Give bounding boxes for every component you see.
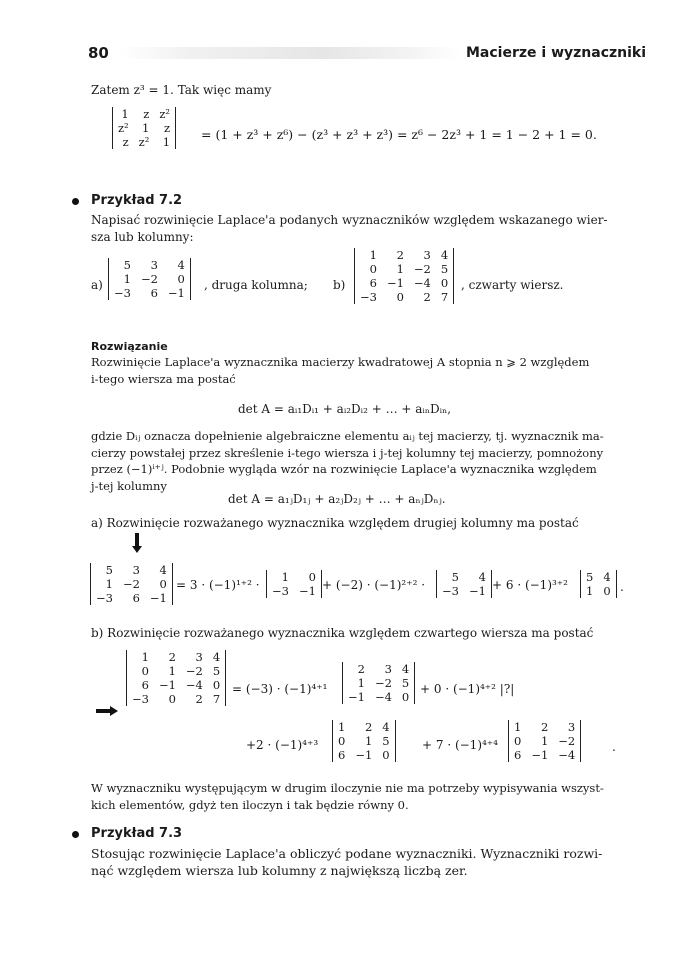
matrix-cell: −1 <box>531 748 549 762</box>
example-7-3-task <box>91 846 602 879</box>
matrix-cell: −1 <box>149 591 167 605</box>
solution-heading: Rozwiązanie <box>91 340 168 353</box>
expansion-b-term3: +2 · (−1)⁴⁺³ <box>246 738 319 752</box>
matrix-cell: z <box>122 135 129 149</box>
matrix-cell: 1 <box>364 734 373 748</box>
formula-row: det A = aᵢ₁Dᵢ₁ + aᵢ₂Dᵢ₂ + … + aᵢₙDᵢₙ, <box>238 402 452 416</box>
matrix-cell: 0 <box>401 690 410 704</box>
matrix-cell: 4 <box>382 720 390 734</box>
expansion-a-term1: = 3 · (−1)¹⁺² · <box>176 578 260 592</box>
text-line: W wyznaczniku występującym w drugim iloczynie nie ma potrzeby wypisywania wszyst- <box>91 781 604 795</box>
part-b-desc: , czwarty wiersz. <box>461 278 564 292</box>
matrix-cell: 1 <box>121 107 129 121</box>
matrix-cell: z² <box>138 135 150 149</box>
expansion-b-matrix <box>126 650 226 706</box>
matrix-cell: 5 <box>123 258 131 272</box>
matrix-row <box>355 262 453 276</box>
row-arrow-icon <box>96 706 118 716</box>
task-line: sza lub kolumny: <box>91 229 194 244</box>
matrix-cell: −1 <box>386 276 404 290</box>
matrix-row <box>437 570 491 584</box>
column-arrow-icon <box>132 533 142 553</box>
matrix-cell: −1 <box>298 584 316 598</box>
part-b-matrix <box>354 248 454 304</box>
expansion-a-term3: + 6 · (−1)³⁺² <box>492 578 568 592</box>
solution-p2 <box>91 428 604 494</box>
matrix-cell: 1 <box>586 584 594 598</box>
matrix-row <box>91 577 172 591</box>
bullet-icon <box>72 831 79 838</box>
matrix-cell: −3 <box>96 591 113 605</box>
matrix-row <box>127 650 225 664</box>
matrix-cell: 5 <box>212 664 221 678</box>
matrix-row <box>333 734 395 748</box>
matrix-cell: 3 <box>384 662 392 676</box>
expansion-a-end: . <box>620 580 624 594</box>
matrix-cell: 0 <box>177 272 185 286</box>
matrix-cell: 6 <box>150 286 158 300</box>
text-line: i-tego wiersza ma postać <box>91 371 236 386</box>
matrix-cell: 5 <box>401 676 410 690</box>
matrix-cell: 1 <box>540 734 549 748</box>
text-line: kich elementów, gdyż ten iloczyn i tak będzie równy 0. <box>91 797 409 812</box>
matrix-cell: 1 <box>369 248 377 262</box>
matrix-cell: 2 <box>168 650 176 664</box>
matrix-cell: −3 <box>442 584 459 598</box>
matrix-cell: −4 <box>558 748 576 762</box>
matrix-row <box>509 720 580 734</box>
matrix-cell: 1 <box>105 577 113 591</box>
minor-a3 <box>580 570 617 598</box>
matrix-cell: 2 <box>396 248 404 262</box>
expansion-b-term2: + 0 · (−1)⁴⁺² |?| <box>420 682 515 696</box>
matrix-cell: 0 <box>514 734 522 748</box>
matrix-cell: 0 <box>369 262 377 276</box>
task-line: nąć względem wiersza lub kolumny z największą liczbą zer. <box>91 862 468 878</box>
matrix-row <box>509 734 580 748</box>
matrix-row <box>127 678 225 692</box>
part-b-label: b) <box>333 278 346 292</box>
matrix-cell: −1 <box>158 678 176 692</box>
expansion-b-end: . <box>612 740 616 754</box>
matrix-cell: −4 <box>185 678 203 692</box>
matrix-cell: 5 <box>451 570 459 584</box>
intro-line: Zatem z³ = 1. Tak więc mamy <box>91 83 272 97</box>
matrix-row <box>355 290 453 304</box>
matrix-cell: 2 <box>195 692 203 706</box>
header-band <box>120 47 460 59</box>
matrix-cell: 4 <box>159 563 167 577</box>
matrix-cell: 6 <box>369 276 377 290</box>
matrix-cell: 4 <box>212 650 221 664</box>
matrix-row <box>355 248 453 262</box>
expansion-a-matrix <box>90 563 173 605</box>
matrix-cell: 3 <box>132 563 140 577</box>
matrix-cell: 1 <box>141 650 149 664</box>
matrix-cell: 5 <box>105 563 113 577</box>
formula-column: det A = a₁ⱼD₁ⱼ + a₂ⱼD₂ⱼ + … + aₙⱼDₙⱼ. <box>228 492 446 506</box>
matrix-cell: z <box>163 121 171 135</box>
matrix-row <box>509 748 580 762</box>
matrix-cell: 1 <box>162 135 171 149</box>
matrix-cell: 2 <box>357 662 365 676</box>
matrix-row <box>355 276 453 290</box>
matrix-cell: 0 <box>159 577 167 591</box>
matrix-row <box>267 584 321 598</box>
matrix-cell: −3 <box>114 286 131 300</box>
matrix-row <box>343 690 414 704</box>
matrix-cell: −3 <box>360 290 377 304</box>
matrix-cell: 1 <box>142 121 150 135</box>
task-line: Stosując rozwinięcie Laplace'a obliczyć podane wyznaczniki. Wyznaczniki rozwi- <box>91 846 603 861</box>
matrix-cell: 0 <box>141 664 149 678</box>
matrix-cell: 5 <box>586 570 594 584</box>
matrix-row <box>581 584 616 598</box>
matrix-cell: 1 <box>514 720 522 734</box>
matrix-cell: z² <box>159 107 171 121</box>
matrix-cell: 3 <box>567 720 576 734</box>
matrix-row <box>581 570 616 584</box>
text-line: gdzie Dᵢⱼ oznacza dopełnienie algebraiczne elementu aᵢⱼ tej macierzy, tj. wyznacznik ma- <box>91 429 604 443</box>
matrix-row <box>437 584 491 598</box>
part-a-label: a) <box>91 278 103 292</box>
matrix-cell: −3 <box>132 692 149 706</box>
matrix-cell: 5 <box>382 734 390 748</box>
matrix-row <box>91 563 172 577</box>
matrix-row <box>113 135 175 149</box>
matrix-cell: 4 <box>603 570 611 584</box>
matrix-row <box>91 591 172 605</box>
expansion-a-term2: + (−2) · (−1)²⁺² · <box>322 578 426 592</box>
expansion-b-term1: = (−3) · (−1)⁴⁺¹ <box>232 682 328 696</box>
matrix-cell: 7 <box>440 290 449 304</box>
matrix-row <box>113 107 175 121</box>
page-number: 80 <box>88 44 109 62</box>
intro-equation: = (1 + z³ + z⁶) − (z³ + z³ + z³) = z⁶ − 2z³ + 1 = 1 − 2 + 1 = 0. <box>201 127 597 142</box>
part-b-intro: b) Rozwinięcie rozważanego wyznacznika względem czwartego wiersza ma postać <box>91 626 594 640</box>
matrix-cell: z² <box>118 121 129 135</box>
matrix-cell: −2 <box>140 272 158 286</box>
matrix-cell: 3 <box>423 248 431 262</box>
matrix-cell: 6 <box>338 748 346 762</box>
part-a-matrix <box>108 258 191 300</box>
solution-note <box>91 780 604 813</box>
matrix-cell: 6 <box>141 678 149 692</box>
matrix-cell: −2 <box>413 262 431 276</box>
part-a-desc: , druga kolumna; <box>204 278 308 292</box>
minor-b4 <box>508 720 581 762</box>
matrix-row <box>109 258 190 272</box>
text-line: cierzy powstałej przez skreślenie i-tego wiersza i j-tej kolumny tej macierzy, pomnożony <box>91 445 604 460</box>
matrix-row <box>343 662 414 676</box>
matrix-cell: 0 <box>440 276 449 290</box>
matrix-cell: −2 <box>122 577 140 591</box>
matrix-cell: 1 <box>281 570 289 584</box>
matrix-row <box>109 272 190 286</box>
matrix-cell: 3 <box>195 650 203 664</box>
matrix-row <box>333 720 395 734</box>
matrix-row <box>343 676 414 690</box>
matrix-cell: −1 <box>355 748 373 762</box>
matrix-cell: 2 <box>364 720 373 734</box>
chapter-title: Macierze i wyznaczniki <box>466 45 647 61</box>
matrix-cell: 4 <box>440 248 449 262</box>
matrix-row <box>109 286 190 300</box>
matrix-cell: 0 <box>168 692 176 706</box>
expansion-b-term4: + 7 · (−1)⁴⁺⁴ <box>422 738 498 752</box>
matrix-cell: 1 <box>123 272 131 286</box>
matrix-cell: 4 <box>478 570 486 584</box>
intro-matrix <box>112 107 176 149</box>
matrix-cell: 0 <box>338 734 346 748</box>
matrix-cell: 7 <box>212 692 221 706</box>
matrix-cell: 4 <box>401 662 410 676</box>
matrix-cell: z <box>143 107 150 121</box>
matrix-row <box>267 570 321 584</box>
matrix-cell: −2 <box>558 734 576 748</box>
matrix-cell: 0 <box>603 584 611 598</box>
matrix-cell: 6 <box>514 748 522 762</box>
task-line: Napisać rozwinięcie Laplace'a podanych wyznaczników względem wskazanego wier- <box>91 213 608 227</box>
matrix-cell: 1 <box>396 262 404 276</box>
text-line: Rozwinięcie Laplace'a wyznacznika macierzy kwadratowej A stopnia n ⩾ 2 względem <box>91 355 590 369</box>
minor-b3 <box>332 720 396 762</box>
matrix-cell: −3 <box>272 584 289 598</box>
matrix-row <box>127 692 225 706</box>
matrix-cell: 0 <box>382 748 390 762</box>
matrix-cell: −1 <box>468 584 486 598</box>
example-7-2-task <box>91 212 631 245</box>
example-7-3-heading: Przykład 7.3 <box>91 826 183 841</box>
matrix-cell: 6 <box>132 591 140 605</box>
minor-a1 <box>266 570 322 598</box>
matrix-cell: 1 <box>357 676 365 690</box>
minor-b1 <box>342 662 415 704</box>
matrix-cell: 1 <box>168 664 176 678</box>
part-a-intro: a) Rozwinięcie rozważanego wyznacznika względem drugiej kolumny ma postać <box>91 516 579 530</box>
matrix-row <box>127 664 225 678</box>
text-line: j-tej kolumny <box>91 478 167 493</box>
text-line: przez (−1)ⁱ⁺ʲ. Podobnie wygląda wzór na rozwinięcie Laplace'a wyznacznika względem <box>91 462 597 476</box>
matrix-cell: −2 <box>374 676 392 690</box>
matrix-cell: 0 <box>308 570 316 584</box>
matrix-cell: −1 <box>167 286 185 300</box>
matrix-cell: 2 <box>540 720 549 734</box>
matrix-cell: −4 <box>374 690 392 704</box>
matrix-cell: −4 <box>413 276 431 290</box>
matrix-cell: 3 <box>150 258 158 272</box>
matrix-cell: 0 <box>212 678 221 692</box>
bullet-icon <box>72 198 79 205</box>
example-7-2-heading: Przykład 7.2 <box>91 193 183 208</box>
matrix-cell: −1 <box>348 690 365 704</box>
solution-p1 <box>91 354 589 387</box>
matrix-cell: 4 <box>177 258 185 272</box>
matrix-cell: 2 <box>423 290 431 304</box>
minor-a2 <box>436 570 492 598</box>
matrix-cell: 1 <box>338 720 346 734</box>
matrix-cell: 0 <box>396 290 404 304</box>
matrix-cell: −2 <box>185 664 203 678</box>
matrix-row <box>113 121 175 135</box>
matrix-cell: 5 <box>440 262 449 276</box>
matrix-row <box>333 748 395 762</box>
